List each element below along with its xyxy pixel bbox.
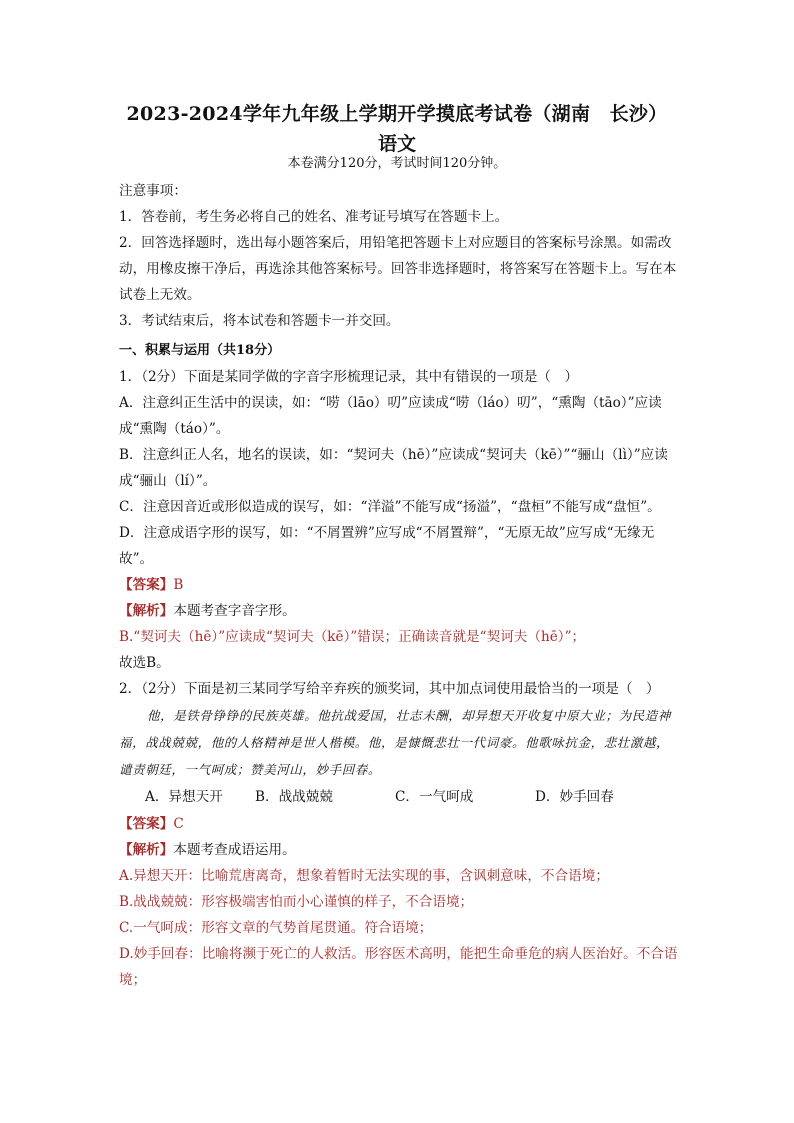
question-option: D．妙手回春: [535, 789, 614, 805]
exam-content: [119, 178, 679, 993]
analysis-detail: B.战战兢兢：形容极端害怕而小心谨慎的样子，不合语境；: [119, 894, 474, 910]
section-heading: 一、积累与运用（共18分）: [119, 343, 281, 358]
question-option: C．一气呵成: [395, 789, 474, 805]
question-option: B．注意纠正人名，地名的误读，如：“契诃夫（hē）”应读成“契诃夫（kē）”“骊山（lì）”应读成“骊山（lí）”。: [119, 447, 668, 489]
answer-line: [119, 572, 679, 598]
subject-title: 语文: [377, 133, 416, 155]
analysis-text: 本题考查字音字形。: [173, 603, 296, 619]
answer-label: 【答案】: [119, 816, 174, 832]
question-option: D．注意成语字形的误写，如：“不屑置辨”应写成“不屑置辩”，“无原无故”应写成“无缘无故”。: [119, 525, 655, 567]
analysis-text: 本题考查成语运用。: [173, 842, 296, 858]
analysis-label: 【解析】: [119, 603, 174, 619]
analysis-detail: A.异想天开：比喻荒唐离奇，想象着暂时无法实现的事，含讽刺意味，不合语境；: [119, 868, 609, 884]
answer-label: 【答案】: [119, 577, 174, 593]
analysis-label: 【解析】: [119, 842, 174, 858]
question-option: C．注意因音近或形似造成的误写，如：“洋溢”不能写成“扬溢”，“盘桓”不能写成“盘恒”。: [119, 499, 661, 515]
analysis-detail: C.一气呵成：形容文章的气势首尾贯通。符合语境；: [119, 920, 433, 936]
note-item: 3．考试结束后，将本试卷和答题卡一并交回。: [119, 313, 400, 329]
question-options-row: [119, 783, 679, 811]
note-item: 1．答卷前，考生务必将自己的姓名、准考证号填写在答题卡上。: [119, 209, 509, 225]
analysis-line: [119, 837, 679, 863]
question-option: B．战战兢兢: [255, 789, 333, 805]
question-option: A．异想天开: [145, 789, 223, 805]
analysis-line: [119, 598, 679, 624]
exam-meta: 本卷满分120分，考试时间120分钟。: [287, 156, 507, 171]
notes-heading: 注意事项：: [119, 183, 187, 199]
question-stem: 1．（2分）下面是某同学做的字音字形梳理记录，其中有错误的一项是（ ）: [119, 369, 579, 385]
analysis-detail: 故选B。: [119, 655, 170, 671]
note-item: 2．回答选择题时，选出每小题答案后，用铅笔把答题卡上对应题目的答案标号涂黑。如需改动，用橡皮擦干净后，再选涂其他答案标号。回答非选择题时，将答案写在答题卡上。写在本试卷上无效。: [119, 235, 677, 303]
question-stem: 2．（2分）下面是初三某同学写给辛弃疾的颁奖词，其中加点词使用最恰当的一项是（ ）: [119, 681, 660, 697]
answer-value: B: [173, 577, 184, 593]
analysis-detail: B.“契诃夫（hē）”应读成“契诃夫（kē）”错误；正确读音就是“契诃夫（hē）”；: [119, 629, 586, 645]
question-option: A．注意纠正生活中的误读，如：“唠（lāo）叨”应读成“唠（láo）叨”，“熏陶（tāo）”应读成“熏陶（táo）”。: [119, 395, 662, 437]
analysis-detail: D.妙手回春：比喻将濒于死亡的人救活。形容医术高明，能把生命垂危的病人医治好。不合语境；: [119, 946, 678, 988]
question-passage: 他，是铁骨铮铮的民族英雄。他抗战爱国，壮志未酬，却异想天开收复中原大业；为民造神福，战战兢兢，他的人格精神是世人楷模。他，是慷慨悲壮一代词豪。他歌咏抗金，悲壮激越，谴责朝廷，一气呵成；赞美河山，妙手回春。: [119, 708, 672, 777]
answer-line: [119, 811, 679, 837]
page-title: 2023-2024学年九年级上学期开学摸底考试卷（湖南 长沙）: [126, 103, 668, 125]
answer-value: C: [173, 816, 184, 832]
